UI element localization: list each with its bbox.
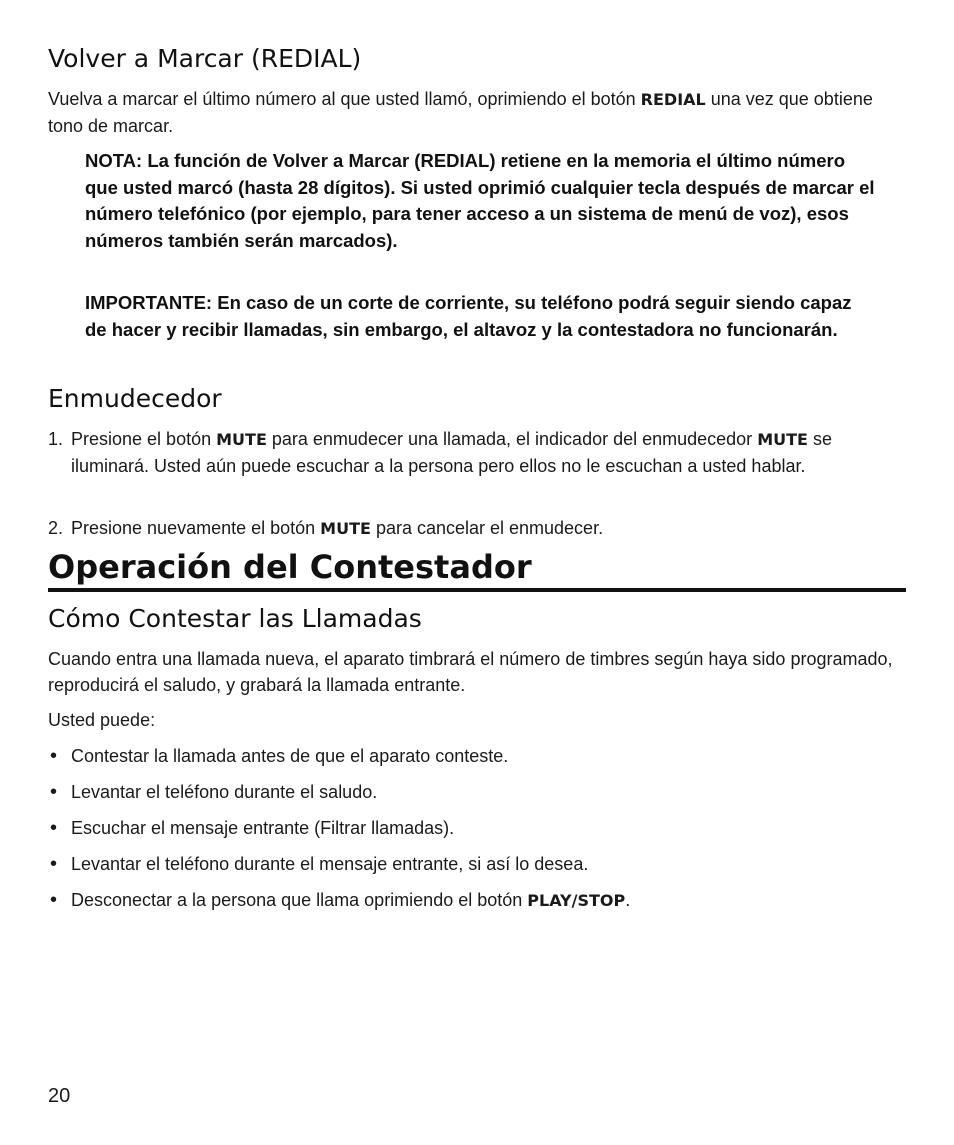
step-number: 1.: [48, 429, 64, 449]
answering-intro: Cuando entra una llamada nueva, el aparato timbrará el número de timbres según haya sido programado, reproducirá el saludo, y grabará la llamada entrante.: [48, 649, 893, 695]
redial-note: NOTA: La función de Volver a Marcar (REDIAL) retiene en la memoria el último número que usted marcó (hasta 28 dígitos). Si usted oprimió cualquier tecla después de marcar el número telefónico (por ejemplo, para tener acceso a un sistema de menú de voz), esos números también serán marcados).: [85, 150, 875, 251]
bullet: •: [50, 781, 58, 803]
list-item: • Contestar la llamada antes de que el aparato conteste.: [50, 745, 509, 767]
mute-key: MUTE: [216, 430, 267, 449]
redial-heading: Volver a Marcar (REDIAL): [48, 44, 362, 73]
answering-heading: Operación del Contestador: [48, 548, 906, 592]
redial-important: IMPORTANTE: En caso de un corte de corriente, su teléfono podrá seguir siendo capaz de hacer y recibir llamadas, sin embargo, el altavoz y la contestadora no funcionarán.: [85, 292, 852, 340]
mute-step-2: [48, 515, 908, 543]
bullet: •: [50, 817, 58, 839]
list-item: • Levantar el teléfono durante el mensaje entrante, si así lo desea.: [50, 853, 589, 875]
answering-subheading: Cómo Contestar las Llamadas: [48, 604, 422, 633]
step-text: Presione nuevamente el botón MUTE para cancelar el enmudecer.: [71, 518, 604, 538]
play-stop-key: PLAY/STOP: [527, 891, 626, 910]
mute-step-1: [48, 426, 908, 506]
bullet: •: [50, 853, 58, 875]
mute-key: MUTE: [320, 519, 371, 538]
page-number: 20: [48, 1085, 71, 1107]
redial-body: Vuelva a marcar el último número al que usted llamó, oprimiendo el botón REDIAL una vez que obtiene tono de marcar.: [48, 89, 873, 136]
answering-lead: Usted puede:: [48, 710, 156, 730]
list-item: • Levantar el teléfono durante el saludo.: [50, 781, 378, 803]
redial-key: REDIAL: [640, 90, 706, 109]
step-number: 2.: [48, 518, 64, 538]
mute-heading: Enmudecedor: [48, 384, 222, 413]
bullet: •: [50, 745, 58, 767]
list-item: • Escuchar el mensaje entrante (Filtrar llamadas).: [50, 817, 455, 839]
mute-key: MUTE: [757, 430, 808, 449]
list-item: • Desconectar a la persona que llama oprimiendo el botón PLAY/STOP.: [50, 889, 631, 911]
step-text: Presione el botón MUTE para enmudecer una llamada, el indicador del enmudecedor MUTE se iluminará. Usted aún puede escuchar a la persona pero ellos no le escuchan a usted hablar.: [71, 429, 832, 476]
bullet: •: [50, 889, 58, 911]
